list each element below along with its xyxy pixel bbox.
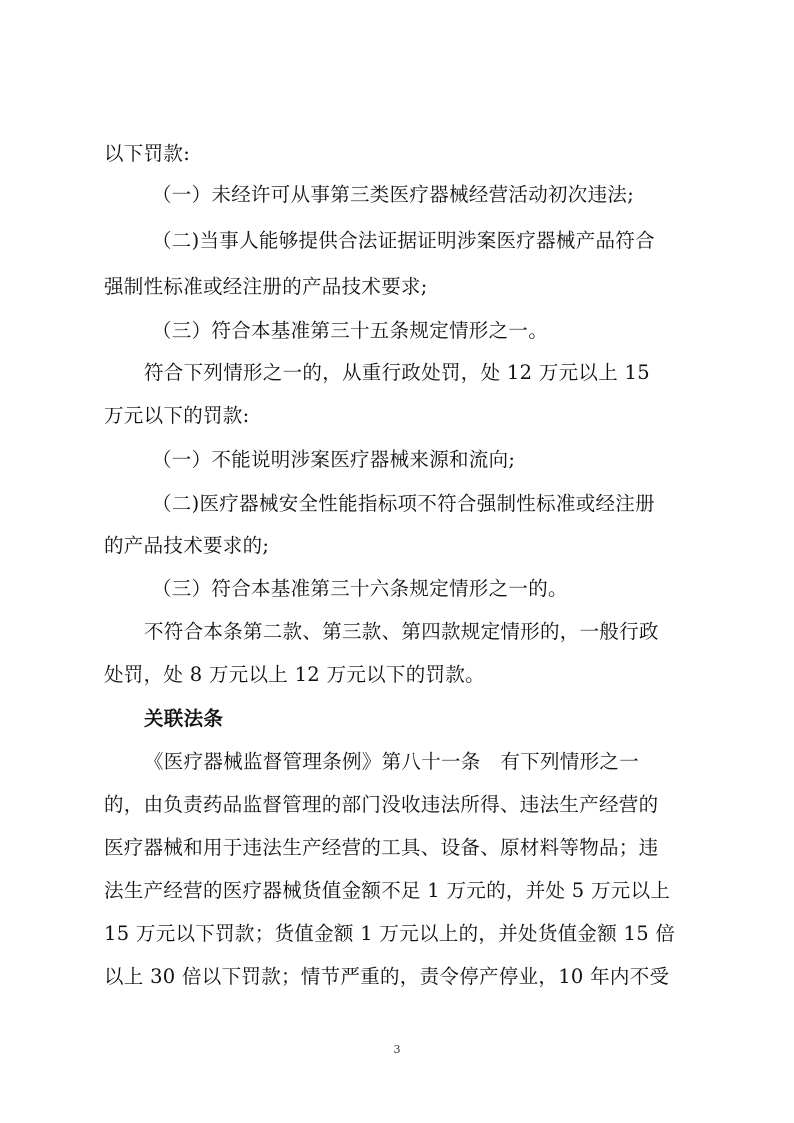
page-number: 3 xyxy=(393,1043,401,1056)
list-item: （三）符合本基准第三十六条规定情形之一的。 xyxy=(152,577,568,600)
paragraph-start: 不符合本条第二款、第三款、第四款规定情形的，一般行政 xyxy=(144,620,659,643)
list-item: （三）符合本基准第三十五条规定情形之一。 xyxy=(152,319,549,342)
text-line: 的产品技术要求的; xyxy=(104,534,270,557)
text-line: 以下罚款: xyxy=(104,142,191,165)
list-item: （一）未经许可从事第三类医疗器械经营活动初次违法; xyxy=(152,183,635,206)
text-line: 处罚，处 8 万元以上 12 万元以下的罚款。 xyxy=(104,663,485,686)
text-line: 的，由负责药品监督管理的部门没收违法所得、违法生产经营的 xyxy=(104,793,659,816)
paragraph-start: 《医疗器械监督管理条例》第八十一条 有下列情形之一 xyxy=(144,750,640,773)
text-line: 以上 30 倍以下罚款；情节严重的，责令停产停业，10 年内不受 xyxy=(104,965,670,988)
text-line: 15 万元以下罚款；货值金额 1 万元以上的，并处货值金额 15 倍 xyxy=(104,922,676,945)
text-line: 万元以下的罚款: xyxy=(104,404,250,427)
text-line: 强制性标准或经注册的产品技术要求; xyxy=(104,275,428,298)
list-item: （一）不能说明涉案医疗器械来源和流向; xyxy=(152,448,516,471)
section-heading: 关联法条 xyxy=(144,707,224,730)
text-line: 法生产经营的医疗器械货值金额不足 1 万元的，并处 5 万元以上 xyxy=(104,879,671,902)
text-line: 医疗器械和用于违法生产经营的工具、设备、原材料等物品；违 xyxy=(104,836,659,859)
list-item: （二)当事人能够提供合法证据证明涉案医疗器械产品符合 xyxy=(152,229,655,252)
list-item: （二)医疗器械安全性能指标项不符合强制性标准或经注册 xyxy=(152,492,655,515)
paragraph-start: 符合下列情形之一的，从重行政处罚，处 12 万元以上 15 xyxy=(144,361,650,384)
